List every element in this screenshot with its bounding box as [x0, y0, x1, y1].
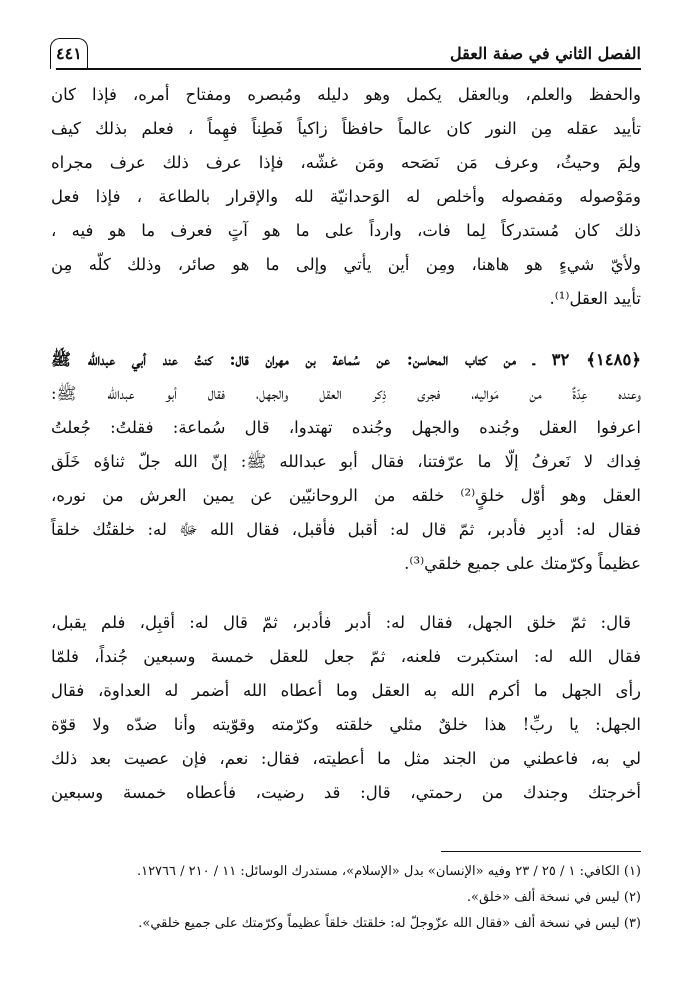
hadith-heading-line: ﴿١٤٨٥﴾ ٣٢ ـ من كتاب المحاسن: عن سُماعة بن مهران قال: كنتُ عند أبي عبدالله ﷺ [51, 350, 641, 369]
footnote-1: (١) الكافي: ١ / ٢٥ / ٢٣ وفيه «الإنسان» بدل «الإسلام»، مستدرك الوسائل: ١١ / ٢١٠ / ١٢٧٦٦. [136, 864, 641, 879]
text-line: العقل وهو أوّل خلقٍ⁽²⁾ خلقه من الروحانيّين عن يمين العرش من نوره، [51, 486, 641, 505]
page-number: ٤٤١ [56, 42, 82, 66]
text-line: ولِمَ وحيثُ، وعرف مَن نَصَحه ومَن غشّه، فإذا عرف ذلك عرف مجراه [51, 153, 641, 172]
running-header [56, 42, 641, 70]
footnotes [51, 859, 641, 937]
footnote-3: (٣) ليس في نسخة ألف «فقال الله عزّوجلّ له: خلقتك خلقاً عظيماً وكرّمتك على جميع خلقي». [138, 916, 641, 931]
footnote-2: (٢) ليس في نسخة ألف «خلق». [466, 890, 641, 905]
text-line: لي به، فاعطني من الجند مثل ما أعطيته، فقال: نعم، فإن عصيت بعد ذلك [51, 749, 641, 768]
text-line: وعنده عِدّةٌ من مَواليه، فجرى ذِكر العقل والجهل، فقال أبو عبدالله ﷺ: [51, 384, 641, 403]
chapter-title: الفصل الثاني في صفة العقل [450, 44, 641, 63]
text-line: تأييد العقل⁽¹⁾. [549, 289, 641, 308]
text-line: قال: ثمّ خلق الجهل، فقال له: أدبر فأدبر، ثمّ قال له: أقبِل، فلم يقبل، [51, 613, 631, 632]
paragraph-1 [51, 78, 641, 316]
text-line: تأييد عقله مِن النور كان عالماً حافظاً زاكياً فَطِناً فهِماً ، فعلم بذلك كيف [51, 119, 641, 138]
text-line: فِداك لا نَعرفُ إلّا ما عرّفتنا، فقال أبو عبدالله ﷺ: إنّ الله جلّ ثناؤه خَلَق [51, 452, 641, 471]
text-line: والحفظ والعلم، وبالعقل يكمل وهو دليله ومُبصره ومفتاح أمره، فإذا كان [51, 85, 641, 104]
text-line: ومَوْصوله ومَفصوله وأخلص له الوَحدانيّة لله والإقرار بالطاعة ، فإذا فعل [51, 187, 641, 206]
text-line: عظيماً وكرّمتك على جميع خلقي⁽³⁾. [404, 554, 641, 573]
text-line: ولأيّ شيءٍ هو هاهنا، ومِن أين يأتي وإلى ما هو صائر، وذلك كلّه مِن [51, 255, 641, 274]
footnote-divider [441, 851, 641, 852]
text-line: رأى الجهل ما أكرم الله به العقل وما أعطاه الله أضمر له العداوة، فقال [51, 681, 641, 700]
text-line: اعرفوا العقل وجُنده والجهل وجُنده تهتدوا، قال سُماعة: فقلتُ: جُعلتُ [51, 418, 641, 437]
text-line: الجهل: يا ربِّ! هذا خلقٌ مثلي خلقته وكرّمته وقوّيته وأنا ضدّه ولا قوّة [51, 715, 641, 734]
paragraph-2 [51, 343, 641, 581]
text-line: فقال الله له: استكبرت فلعنه، ثمّ جعل للعقل خمسة وسبعين جُنداً، فلمّا [51, 647, 641, 666]
text-line: أخرجتك وجندك من رحمتي، قال: قد رضيت، فأعطاه خمسة وسبعين [51, 783, 641, 802]
text-line: ذلك كان مُستدركاً لِما فات، وارداً على ما هو آتٍ فعرف ما هو فيه ، [51, 221, 641, 240]
paragraph-3 [51, 606, 641, 810]
text-line: فقال له: أدبِر فأدبر، ثمّ قال له: أقبل فأقبل، فقال الله ﷻ له: خلقتُك خلقاً [51, 520, 641, 539]
